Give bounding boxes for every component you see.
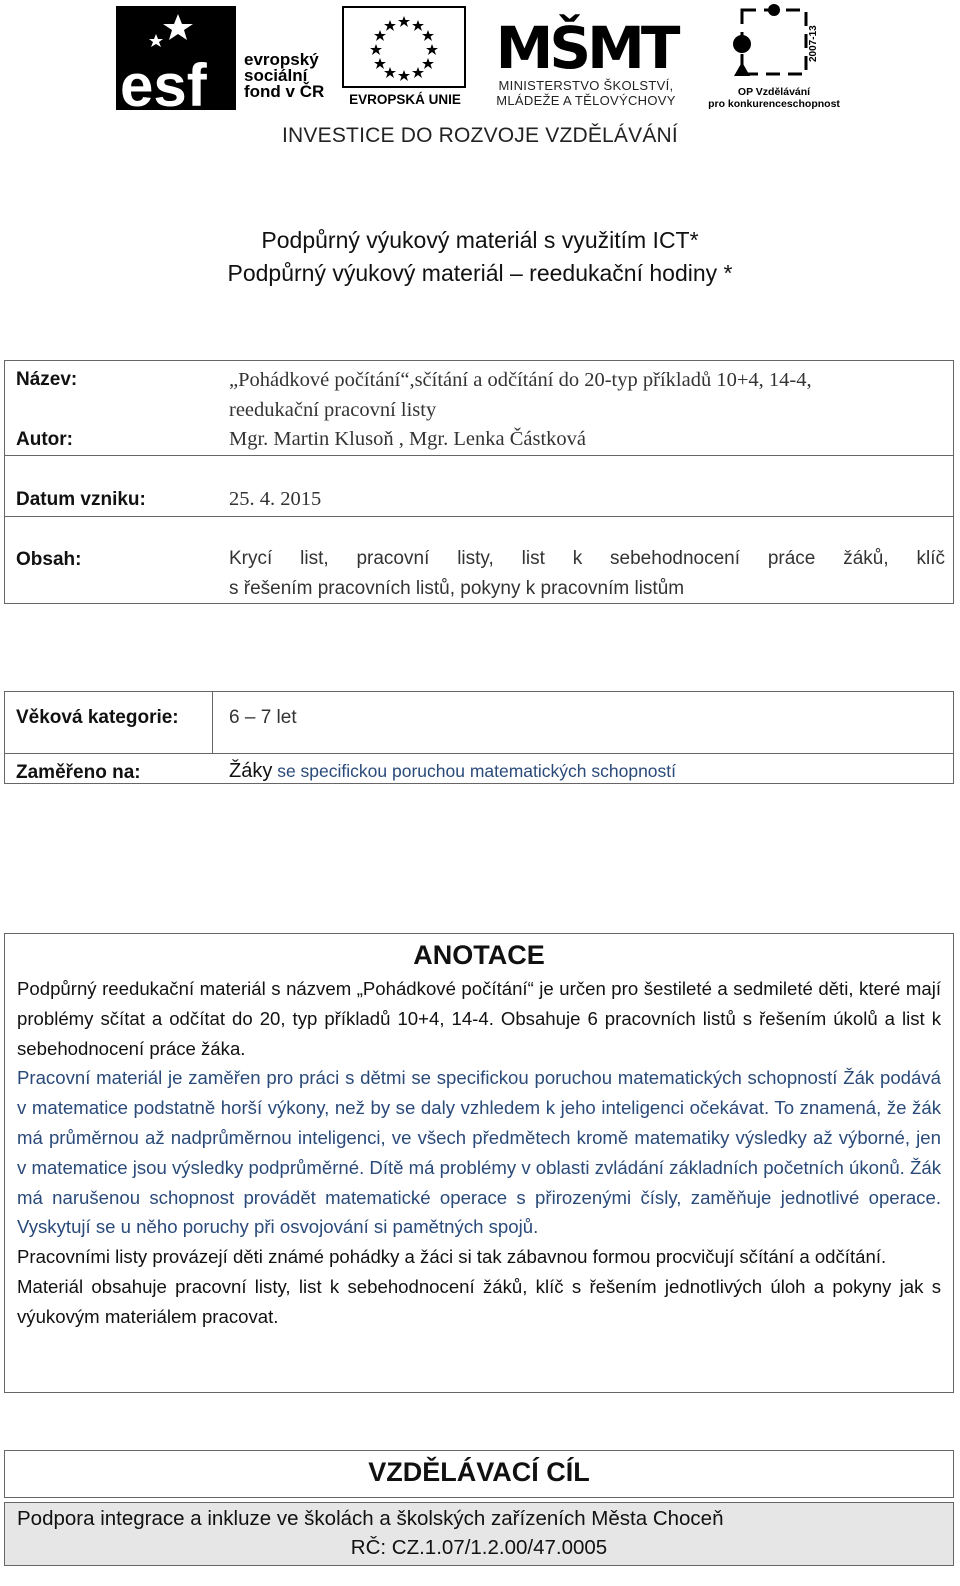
msmt-line-1: MINISTERSTVO ŠKOLSTVÍ,: [498, 78, 674, 93]
vek-value: 6 – 7 let: [229, 707, 297, 728]
op-line-2: pro konkurenceschopnost: [708, 98, 840, 110]
nazev-label: Název:: [16, 369, 78, 390]
anotace-heading: ANOTACE: [413, 940, 545, 970]
esf-line-1: evropský: [244, 50, 319, 69]
cil-heading: VZDĚLÁVACÍ CÍL: [368, 1457, 590, 1487]
cil-box: [4, 1450, 954, 1498]
op-line-1: OP Vzdělávání: [737, 86, 811, 98]
datum-label: Datum vzniku:: [16, 489, 146, 510]
msmt-mark-icon: [480, 2, 692, 78]
category-table: [4, 691, 954, 784]
nazev-line-2: reedukační pracovní listy: [229, 399, 437, 421]
obsah-line-2: s řešením pracovních listů, pokyny k pracovním listům: [229, 578, 685, 599]
anotace-paragraph-1: Podpůrný reedukační materiál s názvem „Pohádkové počítání“ je určen pro šestileté a sedmileté děti, které mají problémy sčítat a odčítat do 20, typ příkladů 10+4, 14-4. Obsahuje 6 pracovních listů s řešením úkolů a list k sebehodnocení práce žáka.: [17, 978, 941, 1059]
zamereno-label: Zaměřeno na:: [16, 762, 141, 783]
anotace-box: [4, 933, 954, 1393]
datum-value: 25. 4. 2015: [229, 488, 322, 510]
anotace-paragraph-2: Pracovní materiál je zaměřen pro práci s dětmi se specifickou poruchou matematických schopností Žák podává v matematice podstatně horší výkony, než by se daly vzhledem k jeho inteligenci očekávat. To znamená, že žák má průměrnou až nadprůměrnou inteligenci, ve všech předmětech kromě matematiky výsledky až výborné, jen v matematice jsou výsledky podprůměrné. Dítě má problémy v oblasti zvládání základních početních úkonů. Žák má narušenou schopnost provádět matematické operace s přirozenými čísly, zaměňuje jednotlivé operace. Vyskytují se u něho poruchy při osvojování si pamětných spojů.: [17, 1067, 941, 1238]
title-line-2: Podpůrný výukový materiál – reedukační hodiny *: [227, 260, 733, 286]
esf-mark: [116, 6, 236, 110]
msmt-mark-text: MŠMT: [495, 14, 677, 78]
esf-logo: [116, 6, 331, 114]
op-logo: [704, 4, 844, 110]
esf-text: [244, 52, 324, 100]
esf-line-3: fond v ČR: [244, 82, 325, 101]
zamereno-value: [229, 756, 676, 787]
footer: [4, 1502, 954, 1566]
banner-investice: INVESTICE DO ROZVOJE VZDĚLÁVÁNÍ: [282, 124, 678, 147]
esf-star-icon: [116, 6, 236, 110]
anotace-paragraph-4: Materiál obsahuje pracovní listy, list k sebehodnocení žáků, klíč s řešením jednotlivých úloh a pokyny jak s výukovým materiálem pracovat.: [17, 1275, 941, 1327]
title-line-1: Podpůrný výukový materiál s využitím ICT*: [261, 227, 699, 253]
footer-line-2: RČ: CZ.1.07/1.2.00/47.0005: [350, 1536, 608, 1559]
category-column-divider: [212, 692, 213, 753]
info-divider-2: [5, 516, 953, 517]
esf-line-2: sociální: [244, 66, 308, 85]
obsah-label: Obsah:: [16, 549, 82, 570]
esf-mark-text: esf: [120, 52, 207, 110]
autor-label: Autor:: [16, 429, 73, 450]
msmt-line-2: MLÁDEŽE A TĚLOVÝCHOVY: [496, 93, 676, 108]
eu-text: EVROPSKÁ UNIE: [349, 92, 461, 107]
msmt-logo: [480, 2, 692, 110]
nazev-value: [229, 365, 949, 425]
anotace-paragraph-3: Pracovními listy provázejí děti známé pohádky a žáci si tak zábavnou formou procvičují sčítání a odčítání.: [17, 1246, 887, 1268]
op-year-text: 2007-13: [808, 25, 819, 62]
obsah-value: [229, 544, 945, 604]
op-mark-icon: [704, 4, 844, 84]
vek-label: Věková kategorie:: [16, 707, 179, 728]
info-divider-1: [5, 455, 953, 456]
nazev-line-1: „Pohádkové počítání“,sčítání a odčítání do 20-typ příkladů 10+4, 14-4,: [229, 369, 812, 391]
msmt-text: [480, 78, 692, 108]
zamereno-rest: se specifickou poruchou matematických schopností: [272, 761, 677, 781]
eu-logo: [342, 6, 468, 110]
autor-value: Mgr. Martin Klusoň , Mgr. Lenka Částková: [229, 428, 587, 450]
anotace-body: [17, 974, 941, 1332]
eu-flag-icon: [342, 6, 466, 88]
info-table: [4, 360, 954, 604]
op-text: [704, 86, 844, 110]
zamereno-bold: Žáky: [229, 760, 273, 782]
footer-line-1: Podpora integrace a inkluze ve školách a školských zařízeních Města Choceň: [17, 1507, 724, 1530]
category-divider: [5, 753, 953, 754]
obsah-line-1: Krycí list, pracovní listy, list k sebehodnocení práce žáků, klíč: [229, 548, 945, 569]
page-title: [0, 224, 960, 290]
